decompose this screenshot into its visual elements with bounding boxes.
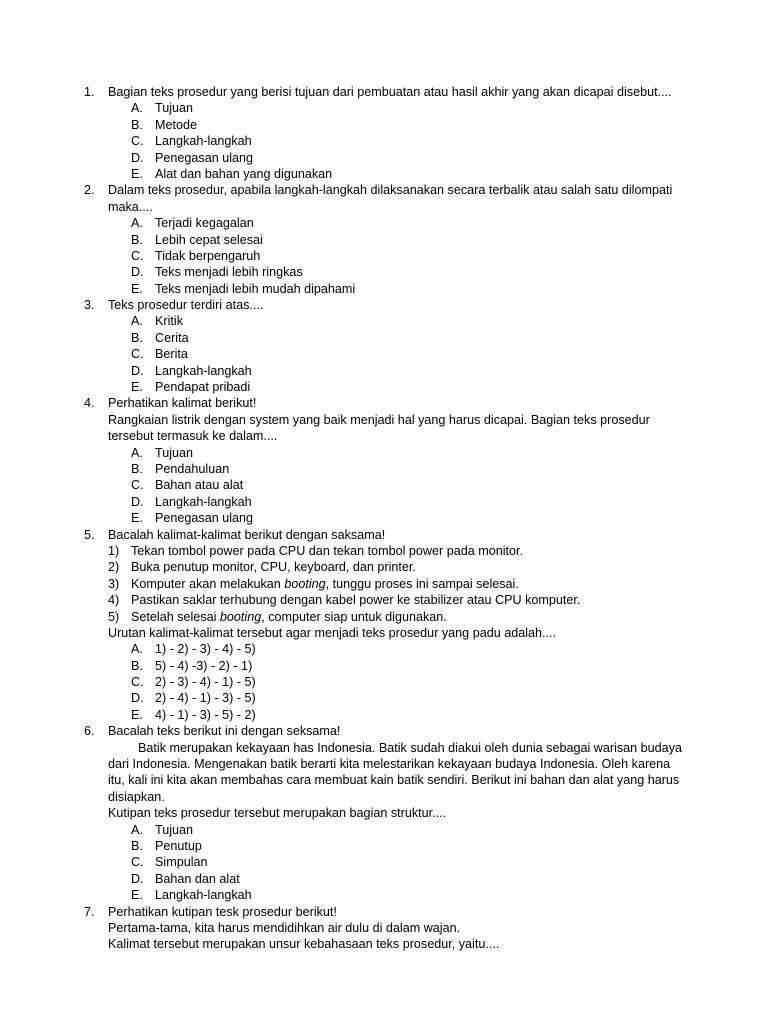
question-6	[0, 723, 768, 739]
option-e	[0, 510, 768, 526]
passage-text: tersebut termasuk ke dalam....	[108, 429, 278, 444]
question-prompt	[0, 936, 768, 952]
option-e	[0, 281, 768, 297]
question-text: Bacalah teks berikut ini dengan seksama!	[108, 724, 341, 739]
option-d	[0, 363, 768, 379]
option-b	[0, 461, 768, 477]
question-number: 3.	[84, 298, 95, 313]
option-text: Pendahuluan	[155, 461, 230, 476]
option-text: Simpulan	[155, 855, 208, 870]
option-text: Langkah-langkah	[155, 134, 252, 149]
step-text-part: Buka penutup monitor, CPU, keyboard, dan printer.	[131, 560, 416, 575]
option-c	[0, 346, 768, 362]
step-text-part: Pastikan saklar terhubung dengan kabel power ke stabilizer atau CPU komputer.	[131, 593, 581, 608]
option-letter: E.	[131, 166, 143, 181]
option-letter: D.	[131, 150, 144, 165]
option-text: 5) - 4) -3) - 2) - 1)	[155, 658, 253, 673]
step-text	[131, 592, 580, 608]
passage-text: disiapkan.	[108, 789, 165, 804]
option-letter: D.	[131, 871, 144, 886]
question-number: 4.	[84, 396, 95, 411]
option-a	[0, 313, 768, 329]
question-number: 1.	[84, 85, 95, 99]
prompt-text: Urutan kalimat-kalimat tersebut agar menjadi teks prosedur yang padu adalah....	[108, 625, 557, 640]
step-text-part: , computer siap untuk digunakan.	[261, 609, 447, 624]
question-text: Dalam teks prosedur, apabila langkah-langkah dilaksanakan secara terbalik atau salah satu dilompati	[108, 183, 673, 198]
option-letter: B.	[131, 461, 143, 476]
passage-text: Rangkaian listrik dengan system yang baik menjadi hal yang harus dicapai. Bagian teks prosedur	[108, 412, 650, 427]
question-number: 5.	[84, 527, 95, 542]
step-text	[131, 576, 519, 592]
option-text: 4) - 1) - 3) - 5) - 2)	[155, 707, 256, 722]
question-5	[0, 527, 768, 543]
option-b	[0, 330, 768, 346]
option-letter: D.	[131, 363, 144, 378]
step-item	[0, 576, 768, 592]
step-item	[0, 592, 768, 608]
step-number: 3)	[108, 576, 120, 591]
step-text-part: Setelah selesai	[131, 609, 220, 624]
option-e	[0, 379, 768, 395]
prompt-text: Kalimat tersebut merupakan unsur kebahasaan teks prosedur, yaitu....	[108, 937, 500, 952]
step-number: 2)	[108, 560, 120, 575]
step-text	[131, 609, 447, 625]
option-a	[0, 215, 768, 231]
passage-line	[0, 428, 768, 444]
option-text: 2) - 4) - 1) - 3) - 5)	[155, 691, 256, 706]
option-a	[0, 445, 768, 461]
step-text-italic: booting	[219, 609, 262, 624]
option-letter: C.	[131, 248, 144, 263]
document-page	[0, 84, 768, 953]
option-text: Berita	[155, 347, 188, 362]
option-letter: A.	[131, 314, 143, 329]
option-letter: A.	[131, 822, 143, 837]
passage-text: itu, kali ini kita akan membahas cara membuat kain batik sendiri. Berikut ini bahan dan alat yang harus	[108, 773, 680, 788]
option-letter: E.	[131, 888, 143, 903]
option-letter: A.	[131, 445, 143, 460]
option-letter: C.	[131, 347, 144, 362]
option-a	[0, 100, 768, 116]
option-text: Tujuan	[155, 445, 194, 460]
option-text: Kritik	[155, 314, 183, 329]
question-prompt	[0, 625, 768, 641]
option-e	[0, 707, 768, 723]
option-text: Bahan dan alat	[155, 871, 240, 886]
option-b	[0, 658, 768, 674]
question-text: Perhatikan kutipan tesk prosedur berikut!	[108, 904, 337, 919]
option-letter: A.	[131, 216, 143, 231]
question-1	[0, 84, 768, 100]
option-text: Pendapat pribadi	[155, 380, 251, 395]
step-text	[131, 543, 523, 559]
question-number: 6.	[84, 724, 95, 739]
option-text: Tujuan	[155, 822, 194, 837]
option-letter: C.	[131, 675, 144, 690]
passage-text: Pertama-tama, kita harus mendidihkan air dulu di dalam wajan.	[108, 920, 461, 935]
question-number: 7.	[84, 904, 95, 919]
option-d	[0, 690, 768, 706]
passage-text: Batik merupakan kekayaan has Indonesia. Batik sudah diakui oleh dunia sebagai warisan budaya	[138, 740, 682, 755]
option-letter: A.	[131, 642, 143, 657]
option-text: Tidak berpengaruh	[155, 248, 261, 263]
step-text-part: Tekan tombol power pada CPU dan tekan tombol power pada monitor.	[131, 543, 524, 558]
option-text: Langkah-langkah	[155, 494, 252, 509]
prompt-text: Kutipan teks prosedur tersebut merupakan bagian struktur....	[108, 806, 447, 821]
option-b	[0, 117, 768, 133]
option-text: Penegasan ulang	[155, 511, 254, 526]
passage-line	[0, 920, 768, 936]
passage-line	[0, 772, 768, 788]
option-letter: D.	[131, 265, 144, 280]
option-letter: B.	[131, 330, 143, 345]
option-c	[0, 854, 768, 870]
question-text-continued	[0, 199, 768, 215]
option-text: Alat dan bahan yang digunakan	[155, 166, 333, 181]
option-b	[0, 838, 768, 854]
option-d	[0, 264, 768, 280]
question-text: Perhatikan kalimat berikut!	[108, 396, 257, 411]
question-prompt	[0, 805, 768, 821]
step-number: 1)	[108, 543, 120, 558]
option-text: Teks menjadi lebih ringkas	[155, 265, 303, 280]
option-e	[0, 887, 768, 903]
option-c	[0, 674, 768, 690]
option-text: Cerita	[155, 330, 189, 345]
option-b	[0, 232, 768, 248]
option-c	[0, 133, 768, 149]
option-e	[0, 166, 768, 182]
option-text: 1) - 2) - 3) - 4) - 5)	[155, 642, 256, 657]
question-number: 2.	[84, 183, 95, 198]
question-2	[0, 182, 768, 198]
option-letter: E.	[131, 380, 143, 395]
option-text: Penutup	[155, 838, 202, 853]
step-number: 4)	[108, 593, 120, 608]
option-d	[0, 494, 768, 510]
option-text: Terjadi kegagalan	[155, 216, 254, 231]
question-text: Bacalah kalimat-kalimat berikut dengan saksama!	[108, 527, 386, 542]
option-text: Lebih cepat selesai	[155, 232, 263, 247]
option-letter: C.	[131, 855, 144, 870]
question-4	[0, 395, 768, 411]
question-3	[0, 297, 768, 313]
step-text-part: , tunggu proses ini sampai selesai.	[325, 576, 519, 591]
option-text: Metode	[155, 117, 198, 132]
option-text: Langkah-langkah	[155, 888, 252, 903]
option-text: Penegasan ulang	[155, 150, 254, 165]
option-letter: C.	[131, 134, 144, 149]
option-c	[0, 248, 768, 264]
question-7	[0, 904, 768, 920]
step-item	[0, 559, 768, 575]
option-text: Bahan atau alat	[155, 478, 244, 493]
step-item	[0, 609, 768, 625]
option-a	[0, 641, 768, 657]
option-text: 2) - 3) - 4) - 1) - 5)	[155, 675, 256, 690]
step-text-part: Komputer akan melakukan	[131, 576, 285, 591]
option-text: Langkah-langkah	[155, 363, 252, 378]
option-letter: E.	[131, 707, 143, 722]
option-letter: B.	[131, 838, 143, 853]
option-letter: E.	[131, 281, 143, 296]
option-c	[0, 477, 768, 493]
question-text: Teks prosedur terdiri atas....	[108, 298, 264, 313]
step-number: 5)	[108, 609, 120, 624]
option-letter: B.	[131, 232, 143, 247]
passage-line	[0, 789, 768, 805]
step-item	[0, 543, 768, 559]
passage-text: dari Indonesia. Mengenakan batik berarti kita melestarikan kekayaan budaya Indonesia. Oleh karena	[108, 757, 671, 772]
passage-line	[0, 740, 768, 756]
option-a	[0, 822, 768, 838]
option-text: Tujuan	[155, 101, 194, 116]
option-letter: D.	[131, 494, 144, 509]
option-letter: A.	[131, 101, 143, 116]
option-text: Teks menjadi lebih mudah dipahami	[155, 281, 356, 296]
question-text-cont: maka....	[108, 199, 153, 214]
step-text-italic: booting	[284, 576, 326, 591]
question-text: Bagian teks prosedur yang berisi tujuan dari pembuatan atau hasil akhir yang akan dicapai disebut....	[108, 85, 672, 99]
passage-line	[0, 412, 768, 428]
option-d	[0, 871, 768, 887]
option-letter: C.	[131, 478, 144, 493]
option-letter: B.	[131, 117, 143, 132]
option-letter: E.	[131, 511, 143, 526]
option-letter: D.	[131, 691, 144, 706]
option-d	[0, 150, 768, 166]
option-letter: B.	[131, 658, 143, 673]
step-text	[131, 559, 416, 575]
passage-line	[0, 756, 768, 772]
